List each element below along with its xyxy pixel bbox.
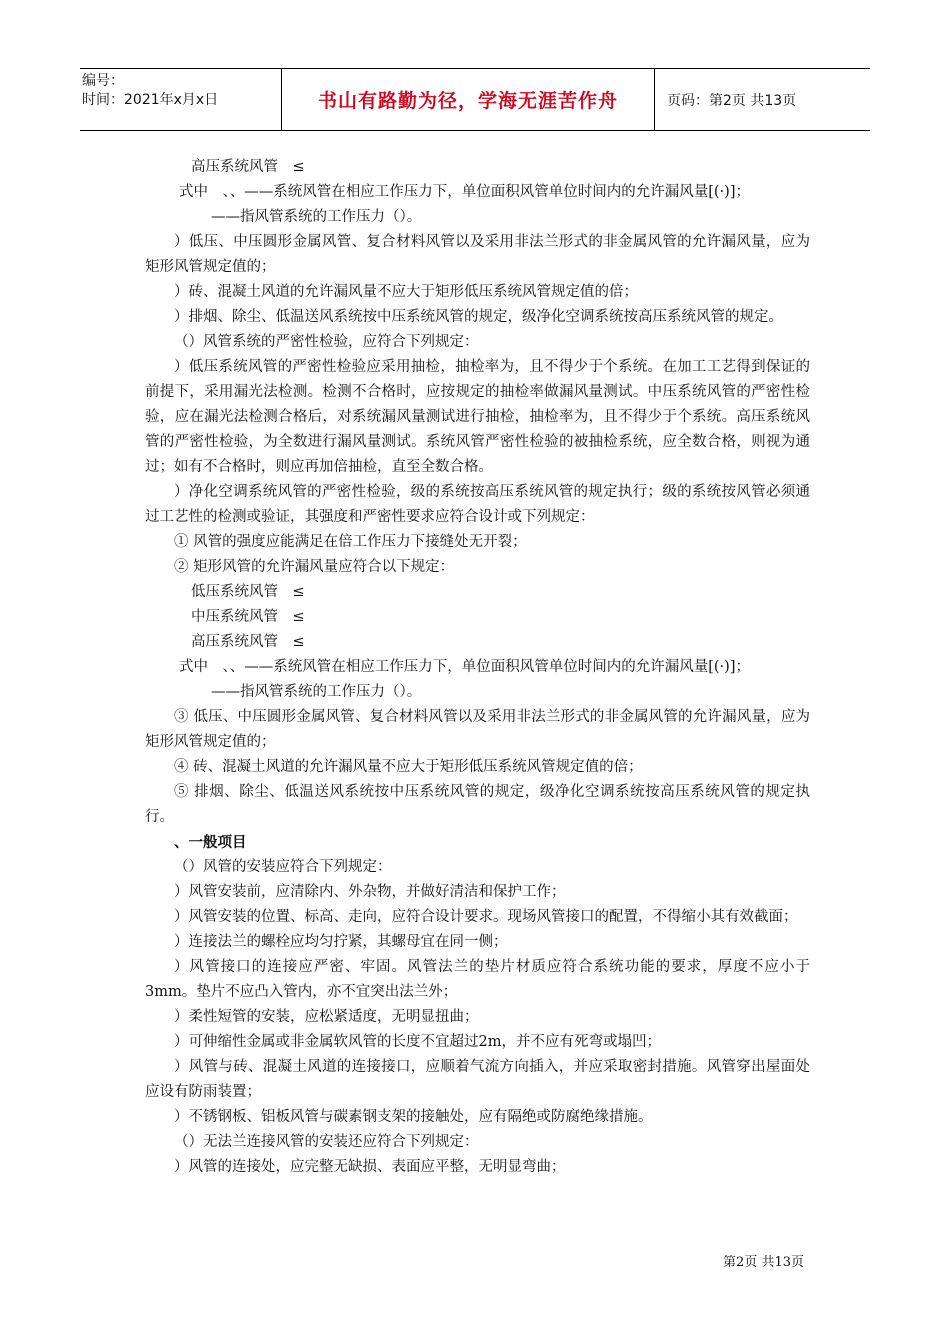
formula-line: 低压系统风管 ≤ <box>191 584 305 600</box>
paragraph: ）可伸缩性金属或非金属软风管的长度不宜超过2m，并不应有死弯或塌凹； <box>174 1034 661 1050</box>
paragraph: ）低压、中压圆形金属风管、复合材料风管以及采用非法兰形式的非金属风管的允许漏风量，应为矩形风管规定值的； <box>145 234 810 275</box>
list-item: ③ 低压、中压圆形金属风管、复合材料风管以及采用非法兰形式的非金属风管的允许漏风量，应为矩形风管规定值的； <box>145 709 810 750</box>
paragraph: （）无法兰连接风管的安装还应符合下列规定： <box>174 1134 479 1150</box>
formula-note: 式中 、、——系统风管在相应工作压力下，单位面积风管单位时间内的允许漏风量[(·)]； <box>179 184 750 200</box>
header-motto: 书山有路勤为径，学海无涯苦作舟 <box>282 69 655 130</box>
paragraph: ）砖、混凝土风道的允许漏风量不应大于矩形低压系统风管规定值的倍； <box>174 284 638 300</box>
paragraph: ）低压系统风管的严密性检验应采用抽检，抽检率为，且不得少于个系统。在加工工艺得到保证的前提下，采用漏光法检测。检测不合格时，应按规定的抽检率做漏风量测试。中压系统风管的严密性检验，应在漏光法检测合格后，对系统漏风量测试进行抽检，抽检率为，且不得少于个系统。高压系统风管的严密性检验，为全数进行漏风量测试。系统风管严密性检验的被抽检系统，应全数合格，则视为通过；如有不合格时，则应再加倍抽检，直至全数合格。 <box>145 359 810 475</box>
list-item: ⑤ 排烟、除尘、低温送风系统按中压系统风管的规定，级净化空调系统按高压系统风管的规定执行。 <box>145 784 810 825</box>
page-header <box>80 68 870 131</box>
paragraph: （）风管系统的严密性检验，应符合下列规定： <box>174 334 479 350</box>
formula-note: 式中 、、——系统风管在相应工作压力下，单位面积风管单位时间内的允许漏风量[(·)]； <box>179 659 750 675</box>
paragraph: ）排烟、除尘、低温送风系统按中压系统风管的规定，级净化空调系统按高压系统风管的规定。 <box>174 309 783 325</box>
page-footer: 第2页 共13页 <box>723 1255 804 1270</box>
document-body <box>145 155 810 1180</box>
formula-note: ——指风管系统的工作压力（）。 <box>211 684 422 700</box>
paragraph: ）风管安装前，应清除内、外杂物，并做好清洁和保护工作； <box>174 884 566 900</box>
paragraph: ）风管的连接处，应完整无缺损、表面应平整，无明显弯曲； <box>174 1159 566 1175</box>
list-item: ② 矩形风管的允许漏风量应符合以下规定： <box>174 559 455 575</box>
paragraph: ）柔性短管的安装，应松紧适度，无明显扭曲； <box>174 1009 479 1025</box>
section-heading: 、一般项目 <box>174 834 247 851</box>
list-item: ④ 砖、混凝土风道的允许漏风量不应大于矩形低压系统风管规定值的倍； <box>174 759 643 775</box>
document-date: 时间：2021年x月x日 <box>82 92 219 108</box>
paragraph: ）风管接口的连接应严密、牢固。风管法兰的垫片材质应符合系统功能的要求，厚度不应小于3mm。垫片不应凸入管内，亦不宜突出法兰外； <box>145 959 810 1000</box>
header-meta <box>80 69 282 130</box>
document-number-label: 编号： <box>82 73 124 89</box>
paragraph: ）连接法兰的螺栓应均匀拧紧，其螺母宜在同一侧； <box>174 934 508 950</box>
paragraph: ）风管安装的位置、标高、走向，应符合设计要求。现场风管接口的配置，不得缩小其有效截面； <box>174 909 798 925</box>
list-item: ① 风管的强度应能满足在倍工作压力下接缝处无开裂； <box>174 534 527 550</box>
formula-line: 中压系统风管 ≤ <box>191 609 305 625</box>
header-page-info: 页码：第2页 共13页 <box>667 92 797 109</box>
paragraph: ）不锈钢板、铝板风管与碳素钢支架的接触处，应有隔绝或防腐绝缘措施。 <box>174 1109 653 1125</box>
formula-line: 高压系统风管 ≤ <box>191 159 305 175</box>
paragraph: ）净化空调系统风管的严密性检验，级的系统按高压系统风管的规定执行；级的系统按风管必须通过工艺性的检测或验证，其强度和严密性要求应符合设计或下列规定： <box>145 484 810 525</box>
formula-note: ——指风管系统的工作压力（）。 <box>211 209 422 225</box>
paragraph: ）风管与砖、混凝土风道的连接接口，应顺着气流方向插入，并应采取密封措施。风管穿出屋面处应设有防雨装置； <box>145 1059 810 1100</box>
formula-line: 高压系统风管 ≤ <box>191 634 305 650</box>
paragraph: （）风管的安装应符合下列规定： <box>174 859 392 875</box>
